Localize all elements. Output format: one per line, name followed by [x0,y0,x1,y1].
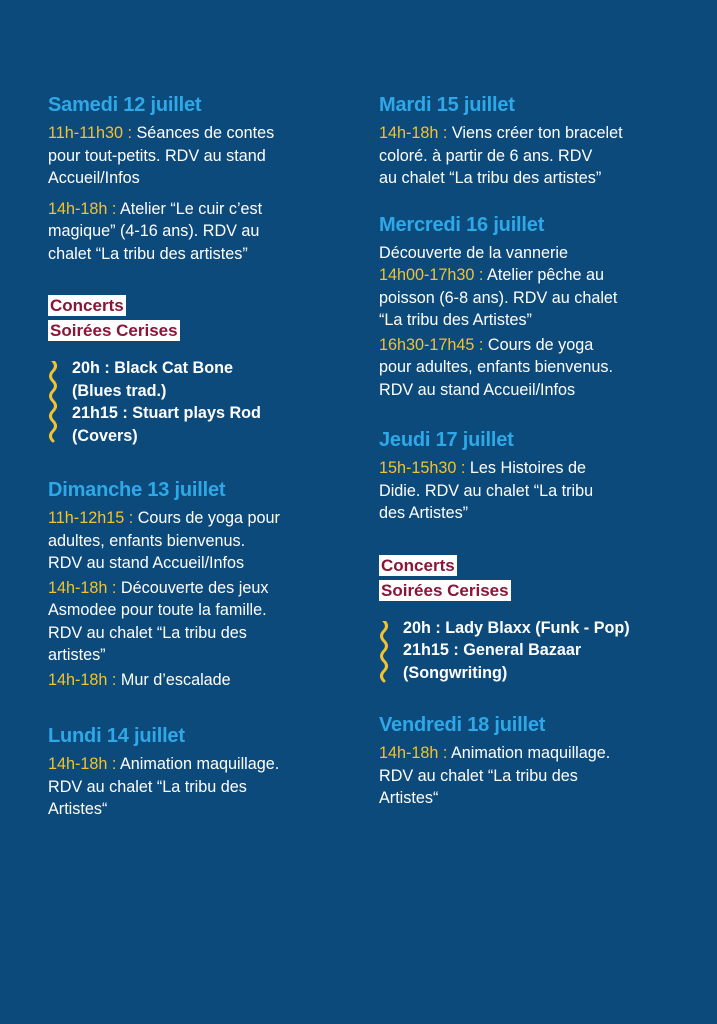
event-text: pour tout-petits. RDV au stand [48,146,266,165]
event-text: magique” (4-16 ans). RDV au [48,222,260,240]
event-entry [48,198,348,266]
event-entry [379,334,679,402]
concert-item: 20h : Black Cat Bone [72,359,234,377]
event-time: 11h-12h15 : [48,509,134,527]
event-entry [48,507,348,575]
event-text: Viens créer ton bracelet [447,124,623,142]
event-text: Animation maquillage. [116,755,280,773]
day-samedi [48,94,348,265]
right-column [379,94,679,812]
event-text: pour adultes, enfants bienvenus. [379,358,613,376]
concert-item: 21h15 : Stuart plays Rod [72,404,261,422]
event-text: adultes, enfants bienvenus. [48,531,246,550]
concerts-block [48,295,348,447]
event-text: Artistes“ [379,789,439,807]
event-text: Accueil/Infos [48,169,140,187]
day-heading: Vendredi 18 juillet [379,714,546,736]
event-time: 11h-11h30 : [48,124,133,142]
event-time: 14h-18h : [379,124,448,142]
event-text: “La tribu des Artistes” [379,311,532,329]
event-text: Séances de contes [132,124,275,142]
day-dimanche [48,479,348,691]
squiggle-icon [379,621,389,683]
event-time: 14h-18h : [379,744,448,762]
event-time: 14h-18h : [48,578,117,597]
event-text: coloré. à partir de 6 ans. RDV [379,146,593,165]
event-text: chalet “La tribu des artistes” [48,244,248,263]
day-heading: Dimanche 13 juillet [48,479,226,501]
concert-item: (Songwriting) [403,663,508,682]
concert-list [379,617,679,685]
event-entry [379,264,679,332]
event-time: 14h-18h : [48,755,117,773]
event-entry [48,122,348,190]
event-text: au chalet “La tribu des artistes” [379,169,602,187]
event-entry [379,457,679,525]
event-text: Artistes“ [48,800,108,818]
event-text: Les Histoires de [465,459,586,477]
event-text: Mur d’escalade [116,670,231,689]
event-text: Animation maquillage. [447,744,611,762]
concert-item: (Covers) [72,426,138,445]
event-time: 15h-15h30 : [379,459,466,477]
event-text: Cours de yoga [483,335,594,354]
event-entry [48,577,348,667]
day-jeudi [379,429,679,525]
event-text: artistes” [48,646,106,664]
event-intro: Découverte de la vannerie [379,243,568,262]
event-time: 14h-18h : [48,199,117,218]
event-text: Asmodee pour toute la famille. [48,601,267,619]
concert-item: 20h : Lady Blaxx (Funk - Pop) [403,618,630,637]
day-vendredi [379,714,679,810]
event-text: RDV au stand Accueil/Infos [379,380,576,399]
concert-item: 21h15 : General Bazaar [403,641,582,659]
event-entry [379,742,679,810]
event-time: 14h-18h : [48,670,117,689]
event-entry [379,122,679,190]
event-time: 16h30-17h45 : [379,335,484,354]
event-text: Didie. RDV au chalet “La tribu [379,481,594,500]
concert-list [48,357,348,447]
left-column [48,94,348,823]
squiggle-icon [48,361,58,443]
soirees-cerises-label: Soirées Cerises [50,321,178,340]
event-entry [48,753,348,821]
event-text: Cours de yoga pour [133,509,280,527]
event-entry [48,669,348,692]
event-text: RDV au chalet “La tribu des [379,766,578,785]
day-heading: Lundi 14 juillet [48,725,185,747]
event-text: poisson (6-8 ans). RDV au chalet [379,288,618,307]
event-text: des Artistes” [379,504,469,522]
event-text: Découverte des jeux [116,578,269,597]
event-text: Atelier “Le cuir c’est [116,199,263,218]
day-heading: Jeudi 17 juillet [379,429,514,451]
event-text: Atelier pêche au [483,266,605,284]
event-text: RDV au stand Accueil/Infos [48,554,245,572]
event-text: RDV au chalet “La tribu des [48,623,247,642]
day-lundi [48,725,348,821]
day-heading: Mardi 15 juillet [379,94,515,116]
day-mardi [379,94,679,190]
day-heading: Mercredi 16 juillet [379,213,545,236]
event-time: 14h00-17h30 : [379,266,484,284]
event-text: RDV au chalet “La tribu des [48,777,247,796]
concerts-label: Concerts [381,555,455,575]
concert-item: (Blues trad.) [72,381,167,400]
concerts-block [379,555,679,685]
day-heading: Samedi 12 juillet [48,94,202,116]
concerts-label: Concerts [50,296,124,315]
day-mercredi [379,214,679,402]
soirees-cerises-label: Soirées Cerises [381,580,509,600]
